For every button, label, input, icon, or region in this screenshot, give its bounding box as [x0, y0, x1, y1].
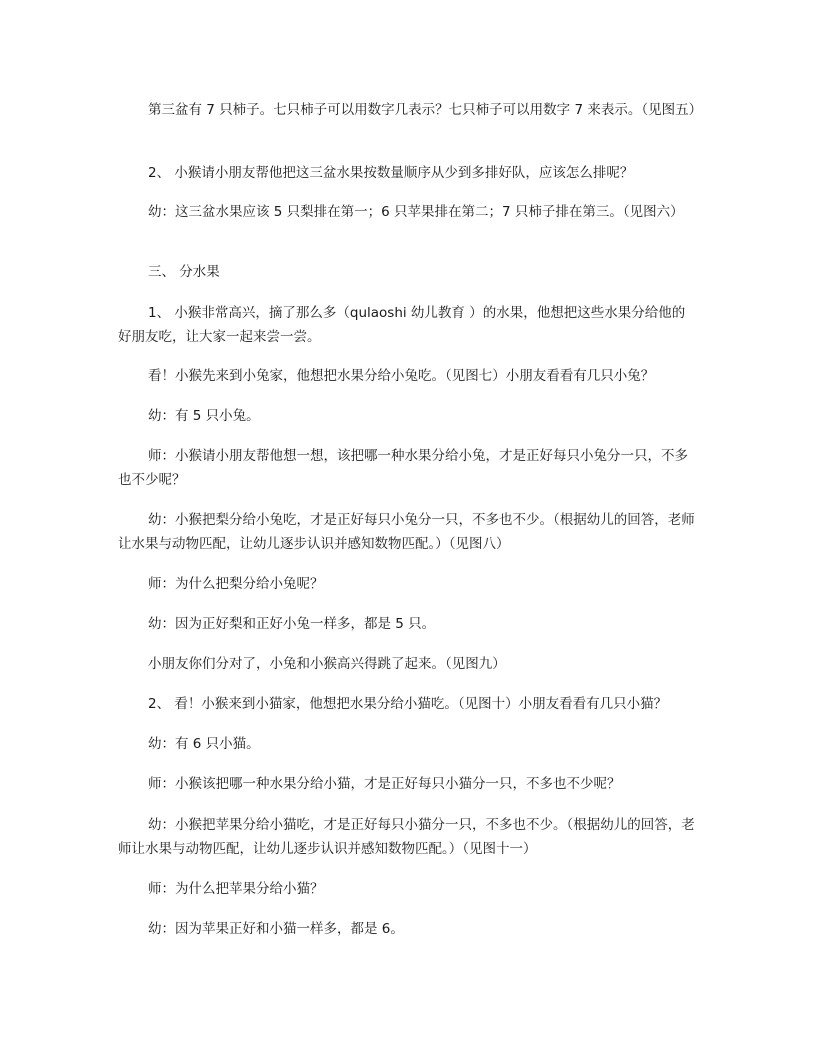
paragraph-8: 师：小猴请小朋友帮他想一想，该把哪一种水果分给小兔，才是正好每只小兔分一只，不多也不少呢？	[118, 448, 688, 488]
paragraph-11: 幼：因为正好梨和正好小兔一样多，都是 5 只。	[148, 616, 436, 632]
paragraph-13: 2、 看！小猴来到小猫家，他想把水果分给小猫吃。（见图十）小朋友看看有几只小猫？	[148, 696, 668, 712]
paragraph-7: 幼：有 5 只小兔。	[148, 408, 260, 424]
paragraph-14: 幼：有 6 只小猫。	[148, 736, 260, 752]
paragraph-5: 1、 小猴非常高兴，摘了那么多（qulaoshi 幼儿教育 ）的水果，他想把这些水果分给他的好朋友吃，让大家一起来尝一尝。	[118, 305, 686, 345]
paragraph-18: 幼：因为苹果正好和小猫一样多，都是 6。	[148, 921, 404, 937]
paragraph-3: 幼：这三盆水果应该 5 只梨排在第一；6 只苹果排在第二；7 只柿子排在第三。（见图六）	[148, 204, 684, 220]
paragraph-15: 师：小猴该把哪一种水果分给小猫，才是正好每只小猫分一只，不多也不少呢？	[148, 776, 621, 792]
section-heading: 三、 分水果	[148, 264, 220, 280]
paragraph-1: 第三盆有 7 只柿子。七只柿子可以用数字几表示？七只柿子可以用数字 7 来表示。（见图五）	[148, 102, 703, 118]
paragraph-6: 看！小猴先来到小兔家，他想把水果分给小兔吃。（见图七）小朋友看看有几只小兔？	[148, 368, 655, 384]
paragraph-9: 幼：小猴把梨分给小兔吃，才是正好每只小兔分一只，不多也不少。（根据幼儿的回答，老师让水果与动物匹配，让幼儿逐步认识并感知数物匹配。）（见图八）	[118, 512, 695, 552]
paragraph-16: 幼：小猴把苹果分给小猫吃，才是正好每只小猫分一只，不多也不少。（根据幼儿的回答，老师让水果与动物匹配，让幼儿逐步认识并感知数物匹配。）（见图十一）	[118, 817, 695, 857]
paragraph-10: 师：为什么把梨分给小兔呢？	[148, 576, 324, 592]
paragraph-17: 师：为什么把苹果分给小猫？	[148, 881, 324, 897]
paragraph-2: 2、 小猴请小朋友帮他把这三盆水果按数量顺序从少到多排好队，应该怎么排呢？	[148, 165, 634, 181]
paragraph-12: 小朋友你们分对了，小兔和小猴高兴得跳了起来。（见图九）	[148, 656, 506, 672]
